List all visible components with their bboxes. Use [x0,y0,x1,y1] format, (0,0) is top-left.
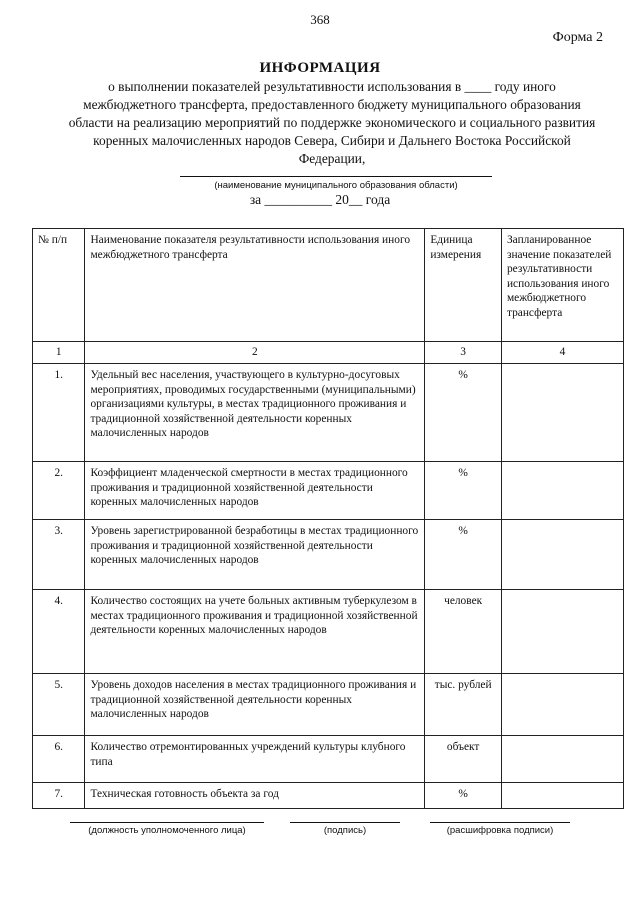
row-unit: объект [425,736,502,783]
row-indicator-name: Уровень доходов населения в местах традиционного проживания и традиционной хозяйственной деятельности коренных малочисленных народов [85,674,425,736]
row-unit: % [425,520,502,590]
position-line[interactable] [70,822,264,823]
row-unit: % [425,364,502,462]
row-number: 3. [33,520,85,590]
row-planned-value[interactable] [501,590,623,674]
table-row [33,590,624,674]
row-unit: тыс. рублей [425,674,502,736]
column-number: 4 [501,342,623,364]
document-title: ИНФОРМАЦИЯ [259,60,381,76]
header-unit: Единица измерения [425,229,502,342]
table-row [33,674,624,736]
header-planned-value: Запланированное значение показателей результативности использования иного межбюджетного трансферта [501,229,623,342]
table-row [33,462,624,520]
table-row [33,783,624,809]
decoding-line[interactable] [430,822,570,823]
table-row [33,364,624,462]
header-indicator-name: Наименование показателя результативности использования иного межбюджетного трансферта [85,229,425,342]
signature-line[interactable] [290,822,400,823]
row-number: 1. [33,364,85,462]
municipality-name-line [180,176,492,177]
report-period: за __________ 20__ года [249,192,391,207]
row-planned-value[interactable] [501,462,623,520]
row-number: 2. [33,462,85,520]
row-unit: % [425,462,502,520]
form-label: Форма 2 [552,30,603,45]
position-caption: (должность уполномоченного лица) [88,825,246,836]
row-indicator-name: Удельный вес населения, участвующего в культурно-досуговых мероприятиях, проводимых государственными (муниципальными) организациями культуры, в местах традиционного проживания и традиционной хозяйственной деятельности коренных малочисленных народов [85,364,425,462]
table-row [33,736,624,783]
signature-block [70,822,570,852]
row-planned-value[interactable] [501,520,623,590]
row-planned-value[interactable] [501,783,623,809]
municipality-caption: (наименование муниципального образования области) [214,180,458,191]
header-number: № п/п [33,229,85,342]
table-header-row [33,229,624,342]
column-number: 1 [33,342,85,364]
row-planned-value[interactable] [501,364,623,462]
row-planned-value[interactable] [501,736,623,783]
signature-caption: (подпись) [323,825,367,836]
row-unit: % [425,783,502,809]
row-indicator-name: Количество отремонтированных учреждений культуры клубного типа [85,736,425,783]
row-indicator-name: Техническая готовность объекта за год [85,783,425,809]
row-number: 6. [33,736,85,783]
row-number: 7. [33,783,85,809]
column-number: 2 [85,342,425,364]
row-number: 4. [33,590,85,674]
row-unit: человек [425,590,502,674]
column-number: 3 [425,342,502,364]
indicators-table [32,228,624,809]
row-planned-value[interactable] [501,674,623,736]
decoding-caption: (расшифровка подписи) [446,825,554,836]
document-subtitle: о выполнении показателей результативности использования в ____ году иного межбюджетного трансферта, предоставленного бюджету муниципального образования области на реализацию мероприятий по поддержке экономического и социального развития коренных малочисленных народов Севера, Сибири и Дальнего Востока Российской Федерации, [68,79,596,166]
row-number: 5. [33,674,85,736]
row-indicator-name: Уровень зарегистрированной безработицы в местах традиционного проживания и традиционной хозяйственной деятельности коренных малочисленных народов [85,520,425,590]
row-indicator-name: Количество состоящих на учете больных активным туберкулезом в местах традиционного проживания и традиционной хозяйственной деятельности коренных малочисленных народов [85,590,425,674]
column-number-row [33,342,624,364]
row-indicator-name: Коэффициент младенческой смертности в местах традиционного проживания и традиционной хозяйственной деятельности коренных малочисленных народов [85,462,425,520]
table-row [33,520,624,590]
page-number: 368 [310,12,330,27]
